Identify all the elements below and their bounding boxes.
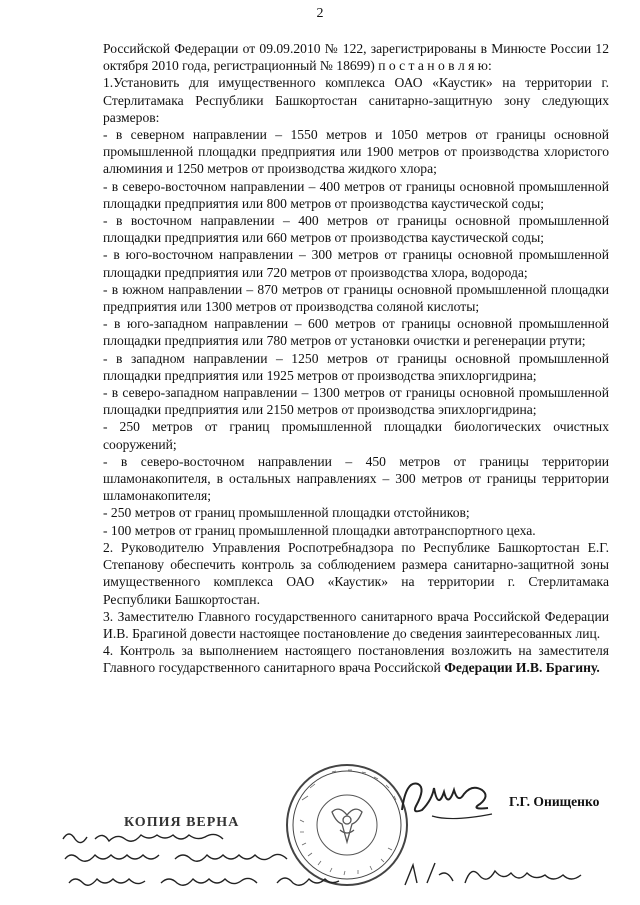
paragraph: - в восточном направлении – 400 метров от границы основной промышленной площадки предприятия или 660 метров от производства каустической соды; xyxy=(103,213,609,246)
paragraph: - в северном направлении – 1550 метров и 1050 метров от границы основной промышленной площадки предприятия или 1900 метров от производства хлористого алюминия и 1250 метров от производства жидкого хлора; xyxy=(103,127,609,177)
paragraph: - в северо-западном направлении – 1300 метров от границы основной промышленной площадки предприятия или 2150 метров от производства эпихлоргидрина; xyxy=(103,385,609,418)
paragraph: 1.Установить для имущественного комплекса ОАО «Каустик» на территории г. Стерлитамака Республики Башкортостан санитарно-защитную зону следующих размеров: xyxy=(103,75,609,125)
paragraph: 3. Заместителю Главного государственного санитарного врача Российской Федерации И.В. Брагиной довести настоящее постановление до сведения заинтересованных лиц. xyxy=(103,608,609,641)
paragraph: - 250 метров от границ промышленной площадки биологических очистных сооружений; xyxy=(103,419,609,452)
paragraph-last-bold: Федерации И.В. Брагину. xyxy=(444,660,600,676)
signer-name: Г.Г. Онищенко xyxy=(509,794,600,809)
handwritten-note-icon xyxy=(55,825,615,900)
paragraph: - в южном направлении – 870 метров от границы основной промышленной площадки предприятия или 1300 метров от производства соляной кислоты; xyxy=(103,281,609,315)
paragraph: - в западном направлении – 1250 метров от границы основной промышленной площадки предприятия или 1925 метров от производства эпихлоргидрина; xyxy=(103,350,609,383)
copy-stamp: КОПИЯ ВЕРНА xyxy=(124,815,240,830)
paragraph: - 100 метров от границ промышленной площадки автотранспортного цеха. xyxy=(103,522,536,538)
paragraph: - в северо-восточном направлении – 400 метров от границы основной промышленной площадки предприятия или 800 метров от производства каустической соды; xyxy=(103,178,609,211)
signature-icon xyxy=(392,770,502,830)
paragraph-last-text: 4. Контроль за выполнением настоящего постановления возложить на заместителя Главного государственного санитарного врача Российской xyxy=(103,643,609,676)
paragraph-last xyxy=(103,642,609,676)
paragraph: - в юго-восточном направлении – 300 метров от границы основной промышленной площадки предприятия или 720 метров от производства хлора, водорода; xyxy=(103,247,609,280)
paragraph: 2. Руководителю Управления Роспотребнадзора по Республике Башкортостан Е.Г. Степанову обеспечить контроль за соблюдением размера санитарно-защитной зоны имущественного комплекса ОАО «Каустик» на территории г. Стерлитамака Республики Башкортостан. xyxy=(103,539,609,607)
paragraph: Российской Федерации от 09.09.2010 № 122, зарегистрированы в Минюсте России 12 октября 2010 года, регистрационный № 18699) п о с т а н о в л я ю: xyxy=(103,41,609,74)
document-body xyxy=(103,40,609,677)
paragraph: - в юго-западном направлении – 600 метров от границы основной промышленной площадки предприятия или 780 метров от установки очистки и регенерации ртути; xyxy=(103,316,609,349)
page-number: 2 xyxy=(316,6,324,21)
paragraph: - в северо-восточном направлении – 450 метров от границы территории шламонакопителя, в остальных направлениях – 300 метров от границы территории шламонакопителя; xyxy=(103,453,609,504)
paragraph: - 250 метров от границ промышленной площадки отстойников; xyxy=(103,505,470,521)
